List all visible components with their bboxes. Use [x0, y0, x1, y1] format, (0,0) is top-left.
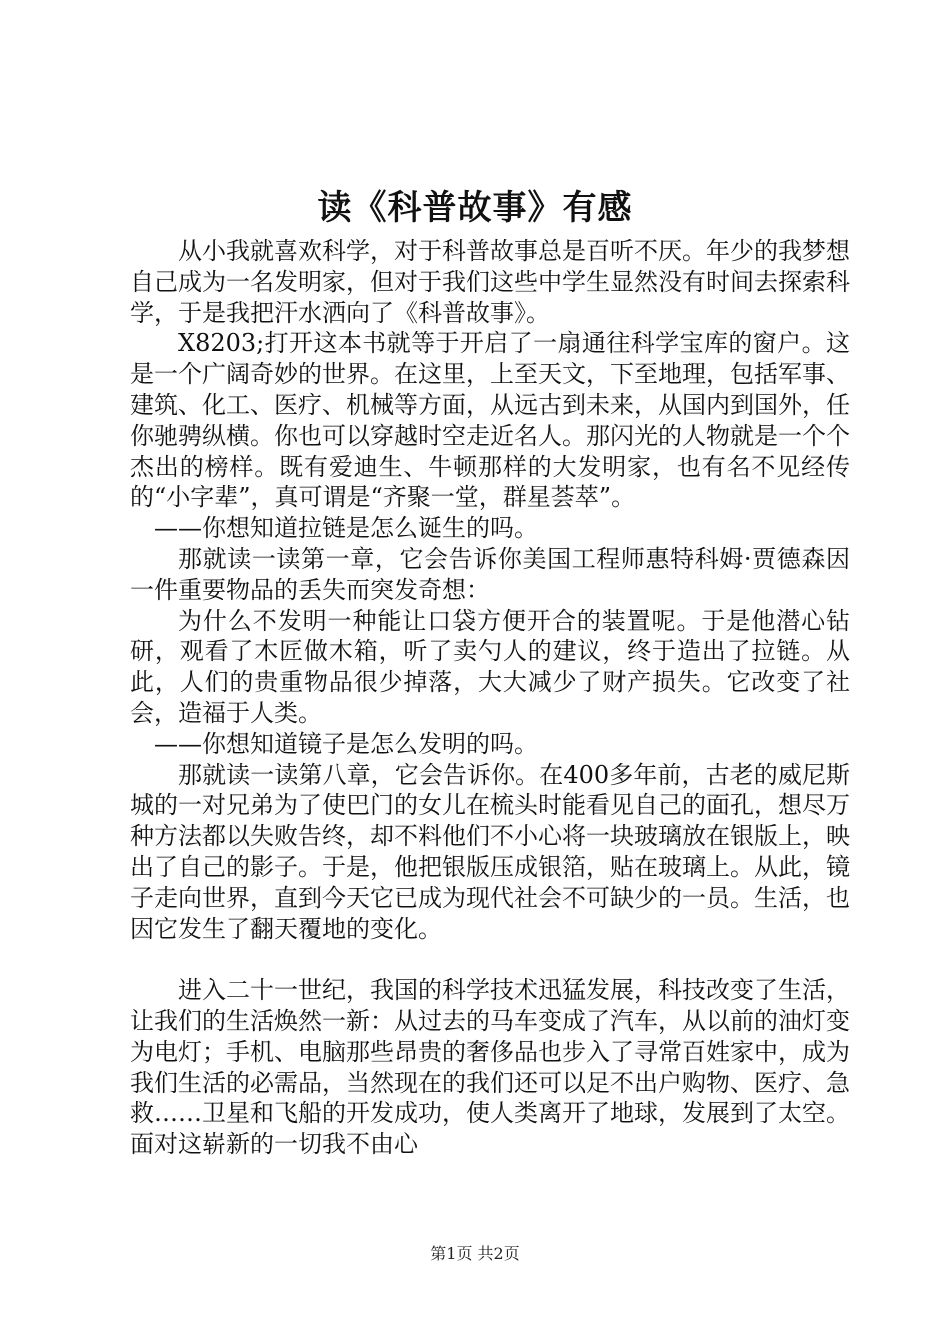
paragraph-spacer	[130, 944, 850, 975]
paragraph-chapter-one: 那就读一读第一章，它会告诉你美国工程师惠特科姆·贾德森因一件重要物品的丢失而突发奇想：	[130, 544, 850, 604]
paragraph-mirror-question: ——你想知道镜子是怎么发明的吗。	[154, 729, 538, 758]
page-number-footer: 第1页 共2页	[430, 1244, 520, 1263]
document-title: 读《科普故事》有感	[317, 188, 633, 228]
paragraph-zipper-question: ——你想知道拉链是怎么诞生的吗。	[154, 514, 538, 543]
paragraph-twenty-first-century: 进入二十一世纪，我国的科学技术迅猛发展，科技改变了生活，让我们的生活焕然一新：从过去的马车变成了汽车，从以前的油灯变为电灯；手机、电脑那些昂贵的奢侈品也步入了寻常百姓家中，成为我们生活的必需品，当然现在的我们还可以足不出户购物、医疗、急救……卫星和飞船的开发成功，使人类离开了地球，发展到了太空。面对这崭新的一切我不由心	[130, 976, 850, 1159]
document-body	[130, 236, 850, 1160]
paragraph-intro: 从小我就喜欢科学，对于科普故事总是百听不厌。年少的我梦想自己成为一名发明家，但对于我们这些中学生显然没有时间去探索科学，于是我把汗水洒向了《科普故事》。	[130, 237, 850, 327]
paragraph-book-overview: X8203;打开这本书就等于开启了一扇通往科学宝库的窗户。这是一个广阔奇妙的世界。在这里，上至天文，下至地理，包括军事、建筑、化工、医疗、机械等方面，从远古到未来，从国内到国外，任你驰骋纵横。你也可以穿越时空走近名人。那闪光的人物就是一个个杰出的榜样。既有爱迪生、牛顿那样的大发明家，也有名不见经传的“小字辈”，真可谓是“齐聚一堂，群星荟萃”。	[130, 329, 850, 512]
paragraph-zipper-story: 为什么不发明一种能让口袋方便开合的装置呢。于是他潜心钻研，观看了木匠做木箱，听了卖勺人的建议，终于造出了拉链。从此，人们的贵重物品很少掉落，大大减少了财产损失。它改变了社会，造福于人类。	[130, 606, 850, 727]
paragraph-chapter-eight: 那就读一读第八章，它会告诉你。在400多年前，古老的威尼斯城的一对兄弟为了使巴门的女儿在梳头时能看见自己的面孔，想尽万种方法都以失败告终，却不料他们不小心将一块玻璃放在银版上，映出了自己的影子。于是，他把银版压成银箔，贴在玻璃上。从此，镜子走向世界，直到今天它已成为现代社会不可缺少的一员。生活，也因它发生了翻天覆地的变化。	[130, 760, 850, 943]
